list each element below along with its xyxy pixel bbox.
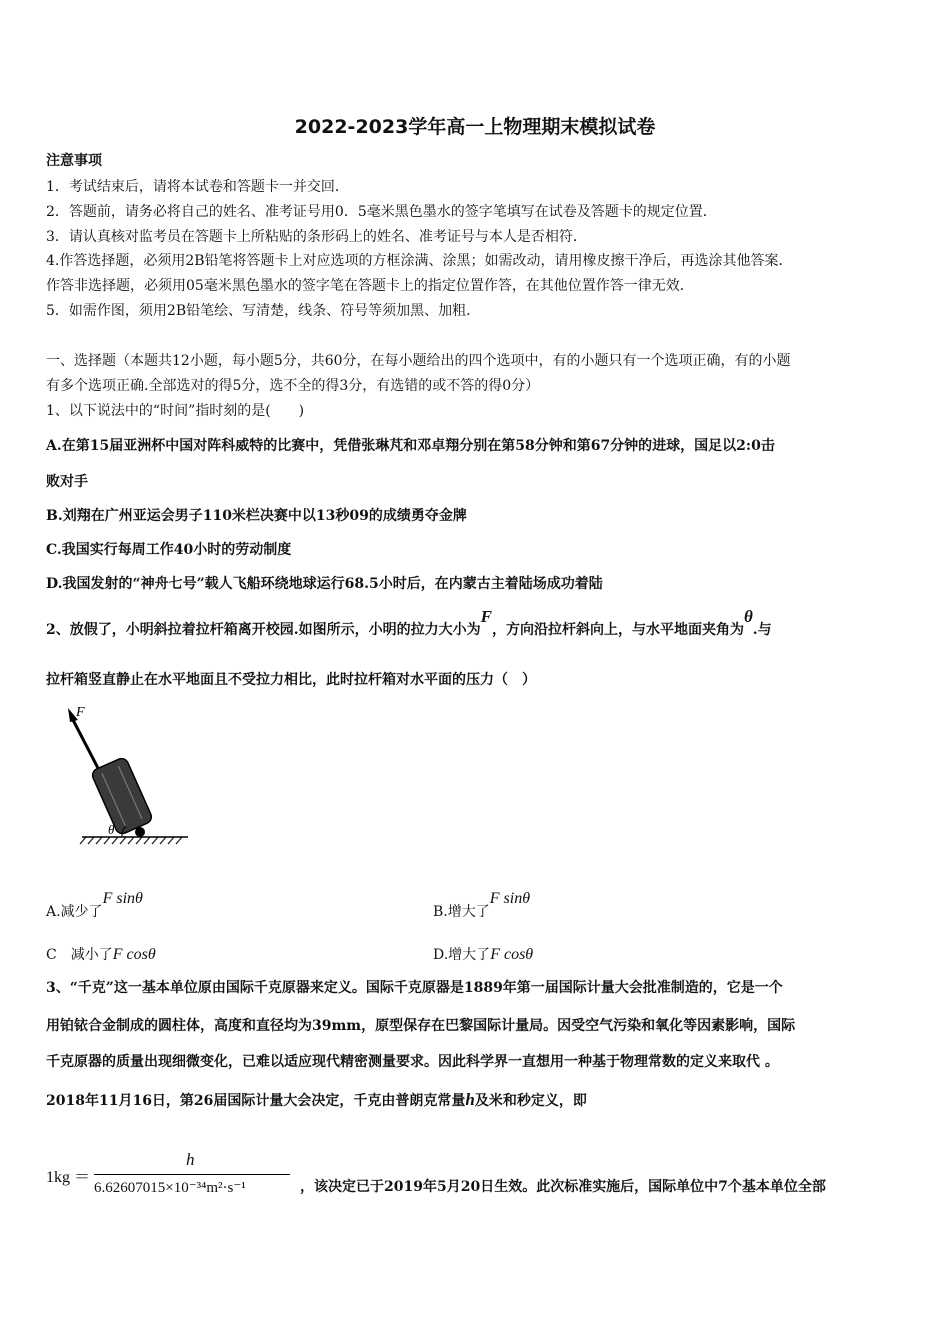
question-2-option-b: [433, 888, 531, 920]
page-title: 2022-2023学年高一上物理期末模拟试卷: [294, 116, 656, 138]
notice-item: 4.作答选择题，必须用2B铅笔将答题卡上对应选项的方框涂满、涂黑；如需改动，请用橡皮擦干净后，再选涂其他答案．: [46, 253, 793, 269]
section-instructions: 有多个选项正确.全部选对的得5分，选不全的得3分，有选错的或不答的得0分）: [46, 378, 540, 394]
equation-numerator: h: [186, 1150, 195, 1169]
option-label: D.增大了: [433, 947, 491, 963]
question-3-line: 千克原器的质量出现细微变化，已难以适应现代精密测量要求。因此科学界一直想用一种基于物理常数的定义来取代 。: [46, 1054, 779, 1070]
equation-lhs: 1kg ＝: [46, 1169, 91, 1186]
question-3-line: ，该决定已于2019年5月20日生效。此次标准实施后，国际单位中7个基本单位全部: [300, 1179, 826, 1195]
luggage-figure: [60, 700, 190, 850]
question-3-line: 用铂铱合金制成的圆柱体，高度和直径均为39mm，原型保存在巴黎国际计量局。因受空气污染和氧化等因素影响，国际: [46, 1018, 796, 1034]
question-3-text: 及米和秒定义，即: [474, 1093, 587, 1109]
question-2-option-c: [46, 944, 156, 964]
notice-item: 2．答题前，请务必将自己的姓名、准考证号用0．5毫米黑色墨水的签字笔填写在试卷及答题卡的规定位置．: [46, 204, 717, 220]
angle-label: θ: [108, 822, 115, 837]
question-1-option-d: D.我国发射的“神舟七号”载人飞船环绕地球运行68.5小时后，在内蒙古主着陆场成功着陆: [46, 576, 603, 592]
question-2-stem: [46, 607, 772, 639]
question-1-option-a-cont: 败对手: [46, 474, 88, 490]
option-label: B.增大了: [433, 904, 490, 920]
option-label: C 减小了: [46, 947, 113, 963]
force-label: F: [76, 705, 85, 720]
var-f: F: [480, 607, 492, 626]
question-2-option-a: [46, 888, 143, 920]
suitcase: [90, 756, 153, 835]
question-3-line: 3、“千克”这一基本单位原由国际千克原器来定义。国际千克原器是1889年第一届国际计量大会批准制造的，它是一个: [46, 980, 783, 996]
notice-item: 1．考试结束后，请将本试卷和答题卡一并交回．: [46, 179, 349, 195]
question-1-option-b: B.刘翔在广州亚运会男子110米栏决赛中以13秒09的成绩勇夺金牌: [46, 508, 467, 524]
pull-rod: [72, 718, 100, 772]
question-2-stem-part: ，方向沿拉杆斜向上，与水平地面夹角为: [491, 622, 744, 638]
question-2-stem-part: 2、放假了，小明斜拉着拉杆箱离开校园.如图所示，小明的拉力大小为: [46, 622, 481, 638]
question-1-option-a: A.在第15届亚洲杯中国对阵科威特的比赛中，凭借张琳芃和邓卓翔分别在第58分钟和第67分钟的进球，国足以2:0击: [46, 438, 775, 454]
expr-f-cos-theta: F cosθ: [490, 946, 534, 963]
expr-f-cos-theta: F cosθ: [112, 946, 156, 963]
notice-item: 3．请认真核对监考员在答题卡上所粘贴的条形码上的姓名、准考证号与本人是否相符．: [46, 229, 587, 245]
question-1-stem: 1、以下说法中的“时间”指时刻的是( ): [46, 403, 305, 419]
notice-heading: 注意事项: [46, 153, 102, 169]
question-3-line: [46, 1091, 587, 1110]
var-theta: θ: [743, 607, 753, 626]
fraction-bar: [94, 1174, 290, 1175]
kilogram-definition-equation: [46, 1152, 296, 1202]
option-label: A.减少了: [46, 904, 103, 920]
var-h: h: [465, 1090, 475, 1109]
notice-item: 5．如需作图，须用2B铅笔绘、写清楚，线条、符号等须加黑、加粗．: [46, 303, 481, 319]
question-3-text: 2018年11月16日，第26届国际计量大会决定，千克由普朗克常量: [46, 1093, 466, 1109]
notice-item: 作答非选择题，必须用05毫米黑色墨水的签字笔在答题卡上的指定位置作答，在其他位置作答一律无效．: [46, 278, 694, 294]
question-2-stem-line2: 拉杆箱竖直静止在水平地面且不受拉力相比，此时拉杆箱对水平面的压力（ ）: [46, 672, 536, 688]
question-1-option-c: C.我国实行每周工作40小时的劳动制度: [46, 542, 292, 558]
expr-f-sin-theta: F sinθ: [102, 890, 143, 907]
ground-hatching: [80, 837, 182, 844]
wheel: [135, 827, 145, 837]
section-instructions: 一、选择题（本题共12小题，每小题5分，共60分，在每小题给出的四个选项中，有的小题只有一个选项正确，有的小题: [46, 353, 791, 369]
expr-f-sin-theta: F sinθ: [489, 890, 531, 907]
question-2-stem-part: .与: [752, 622, 772, 638]
question-2-option-d: [433, 944, 533, 964]
equation-denominator: 6.62607015×10⁻³⁴m²·s⁻¹: [94, 1180, 246, 1196]
